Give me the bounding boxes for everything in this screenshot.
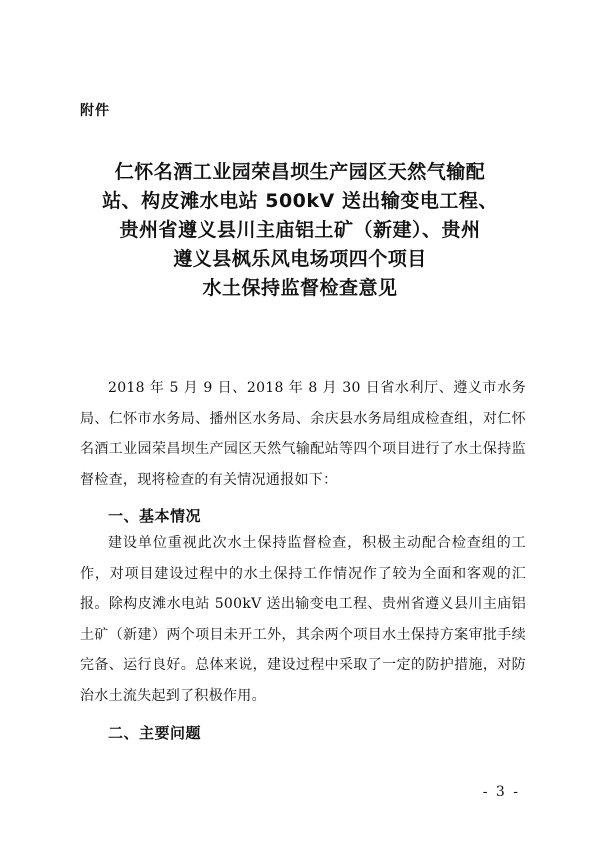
section-heading-main-issues: 二、主要问题 [108,724,202,742]
title-line: 水土保持监督检查意见 [202,277,398,299]
title-line: 贵州省遵义县川主庙铝土矿（新建）、贵州 [119,219,481,241]
basic-info-section [80,528,526,711]
basic-info-paragraph: 建设单位重视此次水土保持监督检查，积极主动配合检查组的工作，对项目建设过程中的水土保持工作情况作了较为全面和客观的汇报。除构皮滩水电站 500kV 送出输变电工程、贵州省遵义县川主庙铝土矿（新建）两个项目未开工外，其余两个项目水土保持方案审批手续完备、运行良好。总体来说，建设过程中采取了一定的防护措施，对防治水土流失起到了积极作用。 [80,535,526,704]
title-line: 仁怀名酒工业园荣昌坝生产园区天然气输配 [114,161,486,183]
document-title [70,158,530,303]
title-line: 遵义县枫乐风电场项四个项目 [173,248,427,270]
title-line: 站、构皮滩水电站 500kV 送出输变电工程、 [102,190,498,212]
intro-section [80,373,526,495]
section-heading-basic-info: 一、基本情况 [108,507,202,525]
intro-paragraph: 2018 年 5 月 9 日、2018 年 8 月 30 日省水利厅、遵义市水务局、仁怀市水务局、播州区水务局、余庆县水务局组成检查组，对仁怀名酒工业园荣昌坝生产园区天然气输配站等四个项目进行了水土保持监督检查，现将检查的有关情况通报如下： [80,380,526,488]
attachment-label: 附件 [80,103,110,119]
page-number: - 3 - [482,784,520,800]
